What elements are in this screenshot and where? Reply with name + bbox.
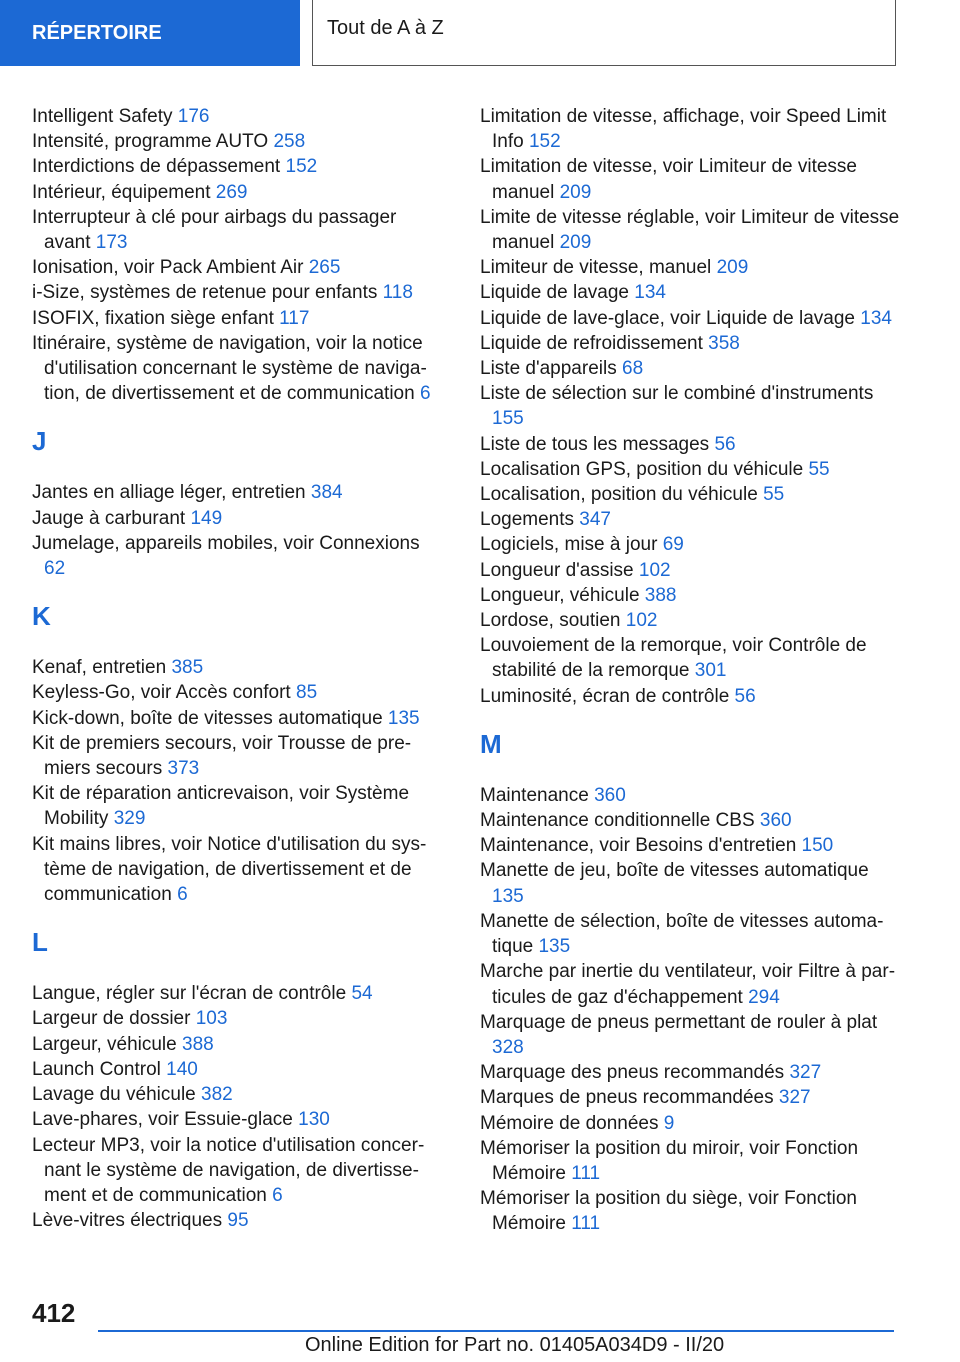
entry-text: Liste de sélection sur le combiné d'instruments <box>480 383 874 405</box>
index-entry <box>32 781 442 831</box>
page-reference-link[interactable]: 130 <box>298 1109 330 1131</box>
index-entry <box>480 1060 900 1085</box>
entry-text: Logiciels, mise à jour <box>480 534 658 556</box>
index-entry <box>480 205 900 255</box>
entry-text: Liste d'appareils <box>480 358 617 380</box>
entry-text: Lecteur MP3, voir la notice d'utilisation concernant le système de navigation, de divertissement et de communication <box>32 1134 425 1206</box>
index-entry <box>32 306 442 331</box>
page-reference-link[interactable]: 329 <box>113 808 146 830</box>
page-reference-link[interactable]: 384 <box>310 482 343 504</box>
page-reference-link[interactable]: 68 <box>622 358 644 380</box>
entry-text: Marche par inertie du ventilateur, voir Filtre à particules de gaz d'échappement <box>480 961 896 1008</box>
index-entry <box>480 1111 900 1136</box>
page-reference-link[interactable]: 118 <box>382 282 413 304</box>
index-entry <box>32 104 442 129</box>
page-reference-link[interactable]: 328 <box>492 1036 524 1058</box>
entry-text: Mémoire de données <box>480 1112 659 1134</box>
index-entry <box>480 507 900 532</box>
page-reference-link[interactable]: 209 <box>716 257 749 279</box>
index-entry <box>480 154 900 204</box>
entry-text: Liquide de lave-glace, voir Liquide de lavage <box>480 307 855 329</box>
index-letter-heading: K <box>32 601 51 632</box>
index-entry <box>32 1082 442 1107</box>
entry-text: Localisation, position du véhicule <box>480 484 758 506</box>
page-reference-link[interactable]: 95 <box>227 1210 249 1232</box>
index-entry <box>480 432 900 457</box>
page-reference-link[interactable]: 152 <box>285 156 318 178</box>
index-entry <box>480 909 900 959</box>
entry-text: Lordose, soutien <box>480 610 621 632</box>
index-column-left <box>32 104 442 1233</box>
entry-text: Keyless-Go, voir Accès confort <box>32 682 291 704</box>
index-entry <box>480 482 900 507</box>
entry-text: Kit de premiers secours, voir Trousse de premiers secours <box>32 732 412 780</box>
entry-text: Langue, régler sur l'écran de contrôle <box>32 983 347 1005</box>
index-entry <box>32 480 442 505</box>
index-entry <box>480 1186 900 1236</box>
entry-text: Longueur, véhicule <box>480 584 640 606</box>
entry-text: Liquide de lavage <box>480 282 629 304</box>
page-reference-link[interactable]: 56 <box>734 685 756 707</box>
entry-text: Limiteur de vitesse, manuel <box>480 257 712 279</box>
index-entry <box>480 783 900 808</box>
page-reference-link[interactable]: 62 <box>44 558 66 580</box>
index-entry <box>480 684 900 709</box>
index-entry <box>480 583 900 608</box>
entry-text: Kick-down, boîte de vitesses automatique <box>32 707 383 729</box>
page-reference-link[interactable]: 373 <box>167 758 200 780</box>
index-entry <box>480 331 900 356</box>
index-entry <box>32 180 442 205</box>
footer-divider <box>98 1330 894 1332</box>
entry-text: Maintenance <box>480 784 589 806</box>
entry-text: Localisation GPS, position du véhicule <box>480 458 804 480</box>
page-reference-link[interactable]: 382 <box>201 1084 233 1106</box>
page-reference-link[interactable]: 117 <box>279 307 310 329</box>
index-entry <box>32 1208 442 1233</box>
index-entry <box>480 381 900 431</box>
index-letter-heading: J <box>32 426 47 457</box>
page-reference-link[interactable]: 294 <box>748 986 780 1008</box>
entry-text: Limitation de vitesse, voir Limiteur de vitesse manuel <box>480 156 857 203</box>
entry-text: Kit de réparation anticrevaison, voir Système Mobility <box>32 783 410 830</box>
page-reference-link[interactable]: 269 <box>215 181 248 203</box>
index-entry <box>480 808 900 833</box>
entry-text: Jauge à carburant <box>32 507 186 529</box>
entry-text: Launch Control <box>32 1058 161 1080</box>
entry-text: Lave-phares, voir Essuie-glace <box>32 1109 293 1131</box>
entry-text: Mémoriser la position du miroir, voir Fonction Mémoire <box>480 1137 859 1184</box>
index-entry <box>32 154 442 179</box>
entry-text: Maintenance conditionnelle CBS <box>480 810 755 832</box>
page-number: 412 <box>32 1298 76 1328</box>
page-reference-link[interactable]: 55 <box>808 458 830 480</box>
entry-text: Louvoiement de la remorque, voir Contrôle de stabilité de la remorque <box>480 635 867 682</box>
page-reference-link[interactable]: 301 <box>694 660 727 682</box>
page-header <box>0 0 960 66</box>
entry-text: Intensité, programme AUTO <box>32 131 269 153</box>
entry-text: Longueur d'assise <box>480 559 634 581</box>
entry-text: Kit mains libres, voir Notice d'utilisation du système de navigation, de divertissement et de communication <box>32 833 427 906</box>
entry-text: Liquide de refroidissement <box>480 332 703 354</box>
entry-text: Marques de pneus recommandées <box>480 1087 774 1109</box>
entry-text: Interdictions de dépassement <box>32 156 281 178</box>
index-entry <box>480 104 900 154</box>
entry-text: i-Size, systèmes de retenue pour enfants <box>32 282 378 304</box>
index-entry <box>32 1133 442 1209</box>
page-reference-link[interactable]: 135 <box>492 885 524 907</box>
index-entry <box>480 1010 900 1060</box>
page-reference-link[interactable]: 102 <box>638 559 671 581</box>
entry-text: Ionisation, voir Pack Ambient Air <box>32 257 304 279</box>
index-entry <box>32 1032 442 1057</box>
index-entry <box>32 832 442 908</box>
page-reference-link[interactable]: 103 <box>195 1008 228 1030</box>
page-reference-link[interactable]: 152 <box>528 131 561 153</box>
page-reference-link[interactable]: 6 <box>177 884 188 906</box>
index-letter-heading: L <box>32 927 48 958</box>
page-reference-link[interactable]: 388 <box>644 584 677 606</box>
page-reference-link[interactable]: 134 <box>634 282 666 304</box>
page-reference-link[interactable]: 102 <box>625 610 658 632</box>
index-letter-heading: M <box>480 728 502 759</box>
index-entry <box>32 280 442 305</box>
entry-text: ISOFIX, fixation siège enfant <box>32 307 274 329</box>
page-reference-link[interactable]: 111 <box>571 1213 601 1235</box>
page-reference-link[interactable]: 358 <box>708 332 740 354</box>
index-entry <box>480 633 900 683</box>
page-reference-link[interactable]: 385 <box>171 657 204 679</box>
entry-text: Marquage de pneus permettant de rouler à plat <box>480 1011 878 1033</box>
entry-text: Limite de vitesse réglable, voir Limiteur de vitesse manuel <box>480 206 900 254</box>
page-reference-link[interactable]: 327 <box>789 1062 822 1084</box>
entry-text: Largeur, véhicule <box>32 1033 177 1055</box>
index-entry <box>32 255 442 280</box>
entry-text: Logements <box>480 509 575 531</box>
page-reference-link[interactable]: 54 <box>351 983 373 1005</box>
page-reference-link[interactable]: 135 <box>538 936 571 958</box>
entry-text: Intelligent Safety <box>32 106 173 127</box>
page-reference-link[interactable]: 9 <box>663 1112 675 1134</box>
entry-text: Jumelage, appareils mobiles, voir Connexions <box>32 532 420 554</box>
entry-text: Maintenance, voir Besoins d'entretien <box>480 835 797 857</box>
index-entry <box>480 306 900 331</box>
index-entry <box>32 655 442 680</box>
page-reference-link[interactable]: 69 <box>662 534 684 556</box>
page-reference-link[interactable]: 111 <box>571 1162 601 1184</box>
index-entry <box>480 457 900 482</box>
index-entry <box>32 981 442 1006</box>
index-entry <box>32 1107 442 1132</box>
index-column-right <box>480 104 900 1237</box>
page-reference-link[interactable]: 140 <box>166 1058 198 1080</box>
page-reference-link[interactable]: 85 <box>296 682 318 704</box>
page-reference-link[interactable]: 388 <box>182 1033 214 1055</box>
page-reference-link[interactable]: 6 <box>419 383 431 405</box>
page-reference-link[interactable]: 347 <box>579 509 611 531</box>
chapter-title: Tout de A à Z <box>312 0 896 66</box>
entry-text: Lève-vitres électriques <box>32 1210 223 1232</box>
index-entry <box>480 833 900 858</box>
page-reference-link[interactable]: 209 <box>559 232 592 254</box>
index-entry <box>480 356 900 381</box>
entry-text: Liste de tous les messages <box>480 433 710 455</box>
index-entry <box>32 506 442 531</box>
index-entry <box>480 532 900 557</box>
index-entry <box>32 1006 442 1031</box>
entry-text: Manette de sélection, boîte de vitesses automatique <box>480 910 884 958</box>
entry-text: Interrupteur à clé pour airbags du passager avant <box>32 206 397 254</box>
page-reference-link[interactable]: 265 <box>308 257 341 279</box>
index-entry <box>480 858 900 908</box>
index-entry <box>32 531 442 581</box>
entry-text: Limitation de vitesse, affichage, voir Speed Limit Info <box>480 106 887 153</box>
index-entry <box>32 731 442 781</box>
index-entry <box>480 280 900 305</box>
page-reference-link[interactable]: 360 <box>594 784 626 806</box>
index-entry <box>480 1085 900 1110</box>
page-reference-link[interactable]: 209 <box>559 181 592 203</box>
index-entry <box>32 1057 442 1082</box>
index-entry <box>32 680 442 705</box>
index-entry <box>480 959 900 1009</box>
page-reference-link[interactable]: 6 <box>272 1184 283 1206</box>
entry-text: Manette de jeu, boîte de vitesses automatique <box>480 860 869 882</box>
edition-note: Online Edition for Part no. 01405A034D9 - II/20 <box>305 1334 725 1356</box>
index-entry <box>480 1136 900 1186</box>
index-entry <box>480 558 900 583</box>
entry-text: Jantes en alliage léger, entretien <box>32 482 306 504</box>
index-entry <box>32 129 442 154</box>
index-entry <box>32 706 442 731</box>
entry-text: Mémoriser la position du siège, voir Fonction Mémoire <box>480 1188 858 1235</box>
entry-text: Kenaf, entretien <box>32 657 167 679</box>
page-reference-link[interactable]: 173 <box>95 232 128 254</box>
index-entry <box>480 255 900 280</box>
index-entry <box>32 205 442 255</box>
page-reference-link[interactable]: 155 <box>492 408 524 430</box>
entry-text: Marquage des pneus recommandés <box>480 1062 785 1084</box>
entry-text: Largeur de dossier <box>32 1008 191 1030</box>
page-reference-link[interactable]: 135 <box>387 707 420 729</box>
page-reference-link[interactable]: 150 <box>801 835 834 857</box>
page-reference-link[interactable]: 134 <box>860 307 892 329</box>
index-entry <box>32 331 442 407</box>
entry-text: Luminosité, écran de contrôle <box>480 685 730 707</box>
page-reference-link[interactable]: 55 <box>763 484 785 506</box>
section-tab: RÉPERTOIRE <box>0 0 300 66</box>
entry-text: Lavage du véhicule <box>32 1084 196 1106</box>
page-reference-link[interactable]: 258 <box>273 131 306 153</box>
page-reference-link[interactable]: 176 <box>177 106 210 127</box>
page-reference-link[interactable]: 327 <box>778 1087 811 1109</box>
page-reference-link[interactable]: 360 <box>759 810 792 832</box>
page-reference-link[interactable]: 56 <box>714 433 736 455</box>
index-entry <box>480 608 900 633</box>
entry-text: Itinéraire, système de navigation, voir la notice d'utilisation concernant le système de navigation, de divertissement et de communication <box>32 332 427 405</box>
page-reference-link[interactable]: 149 <box>190 507 223 529</box>
entry-text: Intérieur, équipement <box>32 181 211 203</box>
